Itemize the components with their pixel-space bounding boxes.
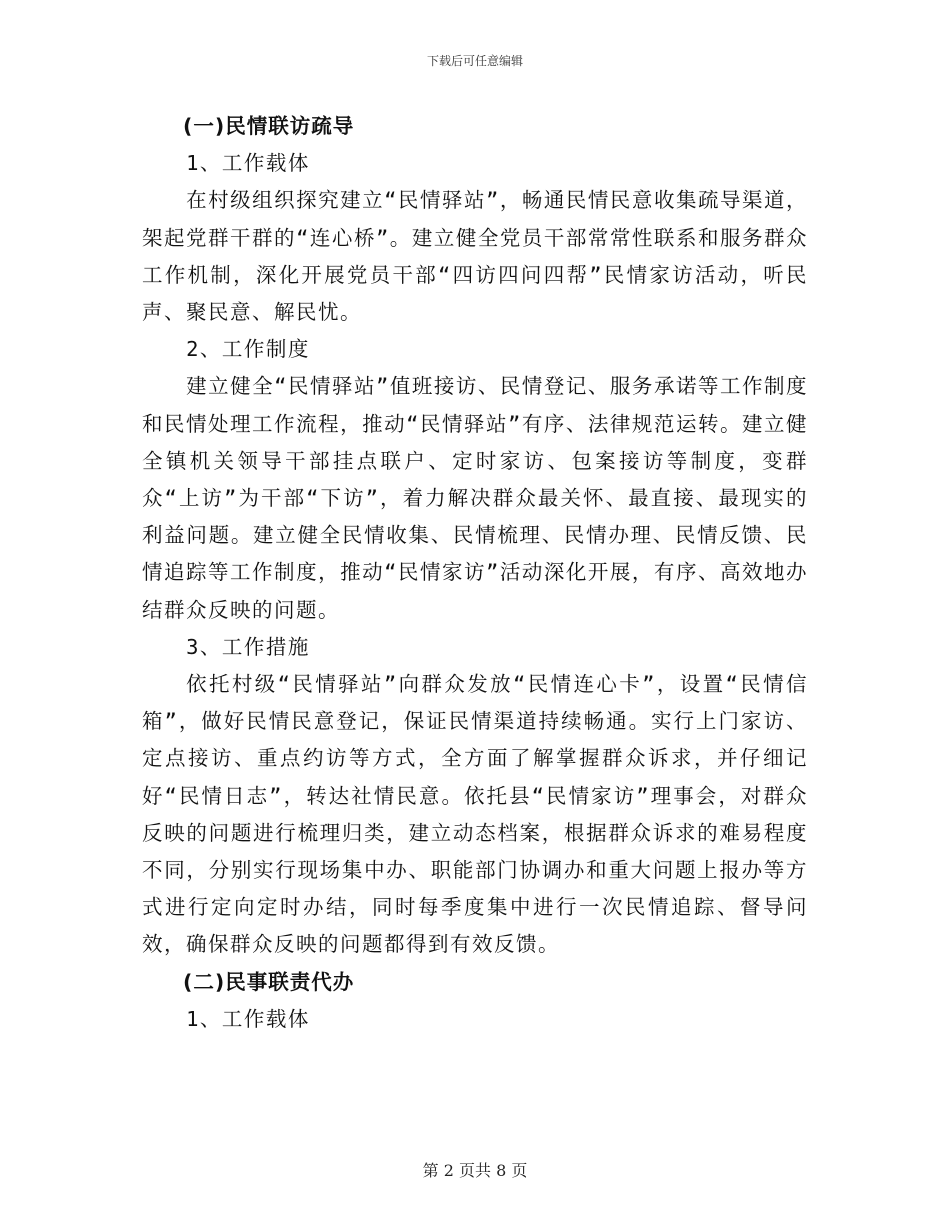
subheading-work-carrier-2: 1、工作载体	[186, 1006, 310, 1031]
paragraph-work-system: 建立健全“民情驿站”值班接访、民情登记、服务承诺等工作制度和民情处理工作流程，推动“民情驿站”有序、法律规范运转。建立健全镇机关领导干部挂点联户、定时家访、包案接访等制度，变群众“上访”为干部“下访”，着力解决群众最关怀、最直接、最现实的利益问题。建立健全民情收集、民情梳理、民情办理、民情反馈、民情追踪等工作制度，推动“民情家访”活动深化开展，有序、高效地办结群众反映的问题。	[142, 374, 808, 622]
subheading-work-carrier: 1、工作载体	[186, 151, 310, 176]
subheading-work-system: 2、工作制度	[186, 337, 310, 362]
document-body	[142, 108, 808, 1038]
paragraph-work-carrier: 在村级组织探究建立“民情驿站”，畅通民情民意收集疏导渠道，架起党群干群的“连心桥”。建立健全党员干部常常性联系和服务群众工作机制，深化开展党员干部“四访四问四帮”民情家访活动，听民声、聚民意、解民忧。	[142, 188, 808, 325]
paragraph-work-measures: 依托村级“民情驿站”向群众发放“民情连心卡”，设置“民情信箱”，做好民情民意登记，保证民情渠道持续畅通。实行上门家访、定点接访、重点约访等方式，全方面了解掌握群众诉求，并仔细记好“民情日志”，转达社情民意。依托县“民情家访”理事会，对群众反映的问题进行梳理归类，建立动态档案，根据群众诉求的难易程度不同，分别实行现场集中办、职能部门协调办和重大问题上报办等方式进行定向定时办结，同时每季度集中进行一次民情追踪、督导问效，确保群众反映的问题都得到有效反馈。	[142, 672, 808, 957]
section-heading-1: (一)民情联访疏导	[183, 114, 355, 138]
page-number: 第 2 页共 8 页	[422, 1161, 528, 1180]
section-heading-2: (二)民事联责代办	[183, 969, 355, 994]
page-header: 下载后可任意编辑	[426, 54, 523, 68]
subheading-work-measures: 3、工作措施	[186, 634, 310, 659]
